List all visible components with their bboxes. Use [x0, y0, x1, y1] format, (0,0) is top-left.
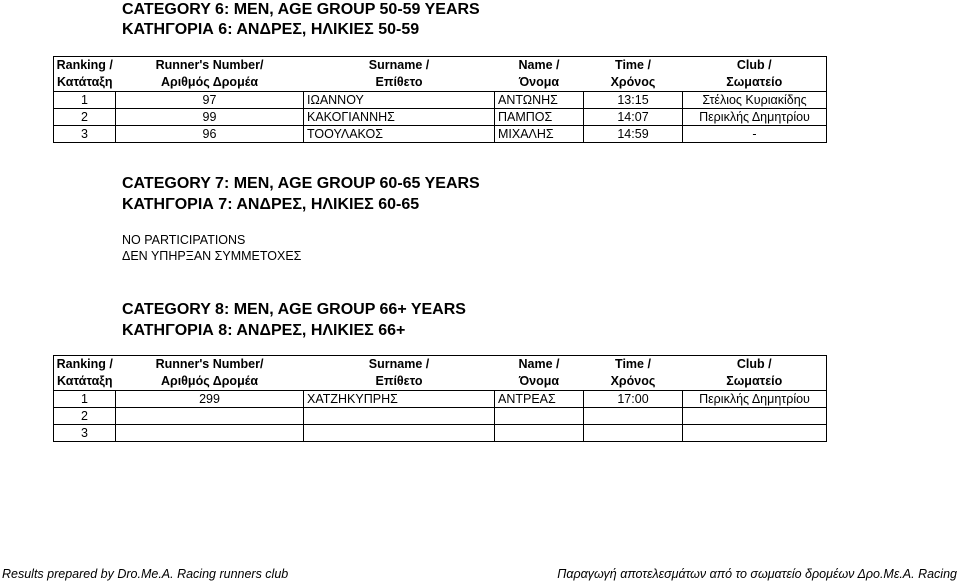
cell-club: Στέλιος Κυριακίδης	[683, 92, 827, 109]
header-time: Time /	[584, 57, 683, 75]
header-runner-number-gr: Αριθμός Δρομέα	[116, 74, 304, 92]
cell-number	[116, 425, 304, 442]
header-ranking-gr: Κατάταξη	[54, 74, 116, 92]
cell-time	[584, 408, 683, 425]
cell-surname	[304, 408, 495, 425]
table-row	[54, 425, 827, 442]
cell-number: 96	[116, 126, 304, 143]
header-surname-gr: Επίθετο	[304, 373, 495, 391]
cat6-title-gr: ΚΑΤΗΓΟΡΙΑ 6: ΑΝΔΡΕΣ, ΗΛΙΚΙΕΣ 50-59	[122, 21, 420, 38]
cell-time: 17:00	[584, 391, 683, 408]
cat7-note-en: NO PARTICIPATIONS	[122, 233, 246, 247]
cat7-title-en: CATEGORY 7: MEN, AGE GROUP 60-65 YEARS	[122, 175, 480, 192]
cell-time: 14:59	[584, 126, 683, 143]
cat7-note-gr: ΔΕΝ ΥΠΗΡΞΑΝ ΣΥΜΜΕΤΟΧΕΣ	[122, 249, 302, 263]
cell-name	[495, 425, 584, 442]
cell-surname: ΧΑΤΖΗΚΥΠΡΗΣ	[304, 391, 495, 408]
cell-name: ΠΑΜΠΟΣ	[495, 109, 584, 126]
header-club-gr: Σωματείο	[683, 74, 827, 92]
cat6-title-en: CATEGORY 6: MEN, AGE GROUP 50-59 YEARS	[122, 1, 480, 18]
table-row	[54, 109, 827, 126]
footer-left: Results prepared by Dro.Me.A. Racing runners club	[2, 567, 289, 581]
cat8-title-gr: ΚΑΤΗΓΟΡΙΑ 8: ΑΝΔΡΕΣ, ΗΛΙΚΙΕΣ 66+	[122, 322, 406, 339]
header-time-gr: Χρόνος	[584, 74, 683, 92]
cell-time: 13:15	[584, 92, 683, 109]
cell-ranking: 2	[54, 408, 116, 425]
cell-club: -	[683, 126, 827, 143]
cell-number: 97	[116, 92, 304, 109]
table-row	[54, 126, 827, 143]
header-time: Time /	[584, 356, 683, 374]
header-ranking-gr: Κατάταξη	[54, 373, 116, 391]
cell-surname: ΚΑΚΟΓΙΑΝΝΗΣ	[304, 109, 495, 126]
footer-right: Παραγωγή αποτελεσμάτων από το σωματείο δρομέων Δρο.Με.Α. Racing	[557, 567, 957, 581]
table-header	[54, 57, 827, 92]
header-club: Club /	[683, 57, 827, 75]
cell-surname: ΙΩΑΝΝΟΥ	[304, 92, 495, 109]
header-surname: Surname /	[304, 356, 495, 374]
cell-ranking: 1	[54, 391, 116, 408]
cat8-results-table	[53, 355, 827, 442]
cell-surname: ΤΟΟΥΛΑΚΟΣ	[304, 126, 495, 143]
cell-club	[683, 408, 827, 425]
header-club-gr: Σωματείο	[683, 373, 827, 391]
cat6-results-table	[53, 56, 827, 143]
cell-name: ΜΙΧΑΛΗΣ	[495, 126, 584, 143]
header-surname-gr: Επίθετο	[304, 74, 495, 92]
header-runner-number: Runner's Number/	[116, 356, 304, 374]
header-runner-number-gr: Αριθμός Δρομέα	[116, 373, 304, 391]
cell-club: Περικλής Δημητρίου	[683, 391, 827, 408]
cell-ranking: 3	[54, 126, 116, 143]
header-name-gr: Όνομα	[495, 373, 584, 391]
cell-time: 14:07	[584, 109, 683, 126]
header-runner-number: Runner's Number/	[116, 57, 304, 75]
table-row	[54, 408, 827, 425]
cell-name: ΑΝΤΩΝΗΣ	[495, 92, 584, 109]
table-row	[54, 92, 827, 109]
cell-name: ΑΝΤΡΕΑΣ	[495, 391, 584, 408]
cell-number	[116, 408, 304, 425]
header-ranking: Ranking /	[54, 57, 116, 75]
cell-club	[683, 425, 827, 442]
cell-number: 99	[116, 109, 304, 126]
cell-surname	[304, 425, 495, 442]
header-name-gr: Όνομα	[495, 74, 584, 92]
cell-club: Περικλής Δημητρίου	[683, 109, 827, 126]
table-row	[54, 391, 827, 408]
cell-ranking: 3	[54, 425, 116, 442]
header-club: Club /	[683, 356, 827, 374]
cat7-title-gr: ΚΑΤΗΓΟΡΙΑ 7: ΑΝΔΡΕΣ, ΗΛΙΚΙΕΣ 60-65	[122, 196, 420, 213]
header-time-gr: Χρόνος	[584, 373, 683, 391]
cell-time	[584, 425, 683, 442]
cell-number: 299	[116, 391, 304, 408]
cell-name	[495, 408, 584, 425]
header-name: Name /	[495, 57, 584, 75]
cat8-title-en: CATEGORY 8: MEN, AGE GROUP 66+ YEARS	[122, 301, 466, 318]
header-ranking: Ranking /	[54, 356, 116, 374]
table-header	[54, 356, 827, 391]
header-surname: Surname /	[304, 57, 495, 75]
cell-ranking: 1	[54, 92, 116, 109]
header-name: Name /	[495, 356, 584, 374]
cell-ranking: 2	[54, 109, 116, 126]
